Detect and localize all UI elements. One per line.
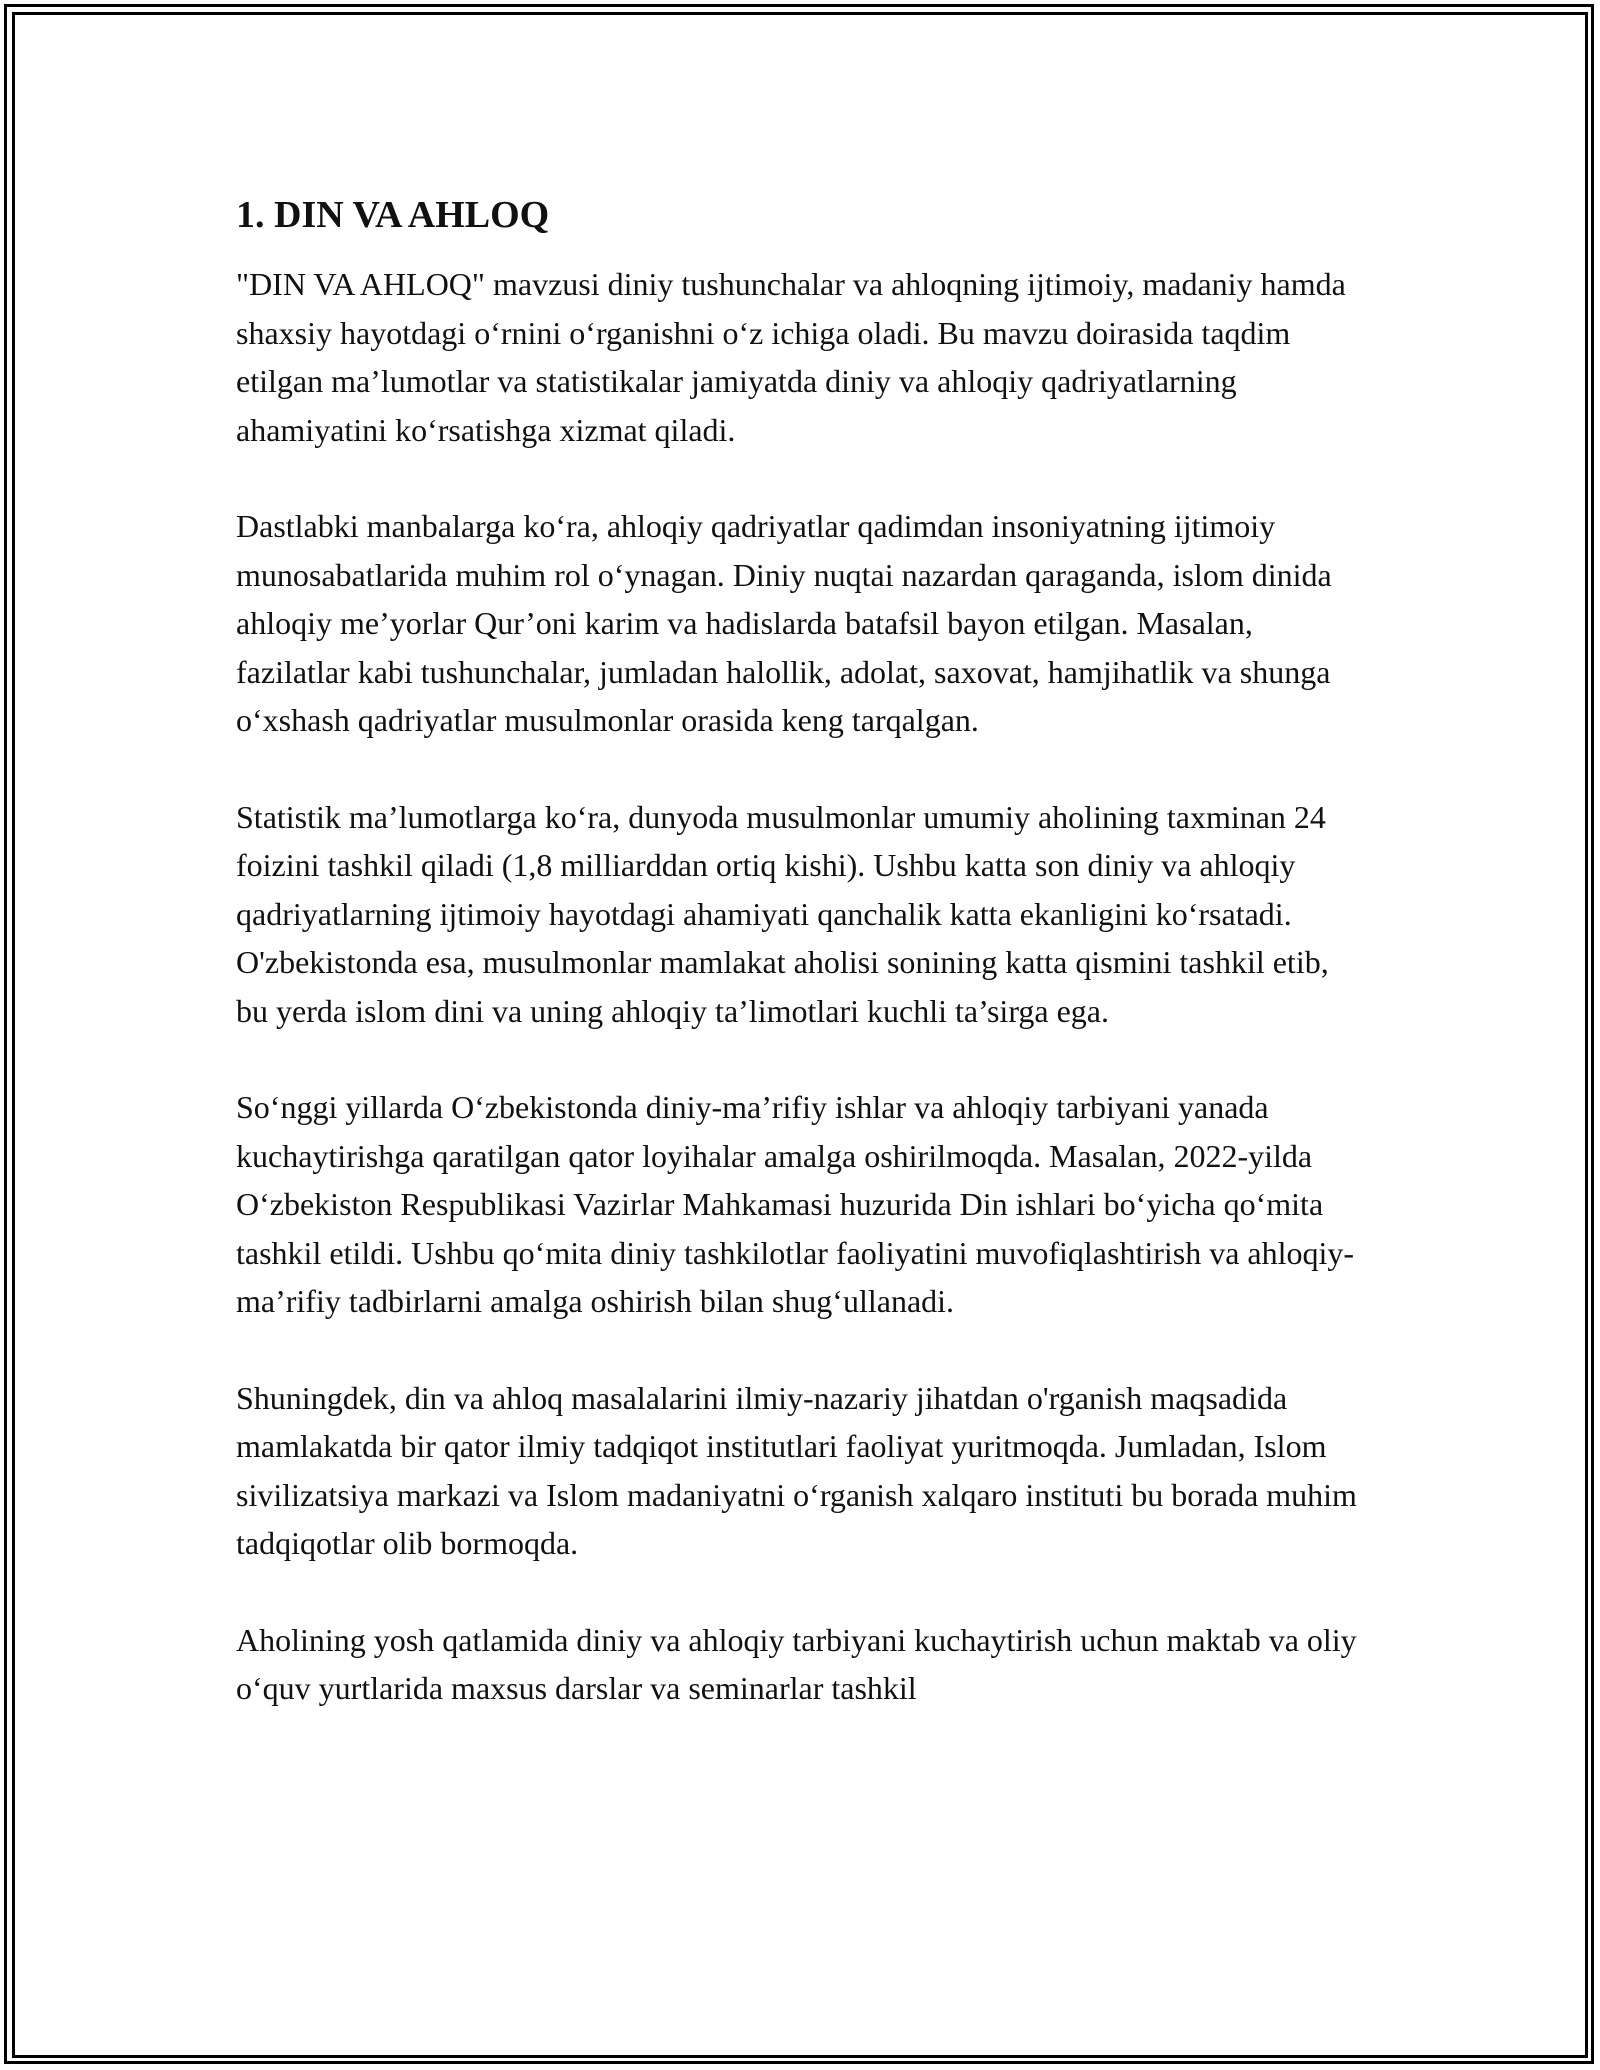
paragraph-early-sources: Dastlabki manbalarga ko‘ra, ahloqiy qadriyatlar qadimdan insoniyatning ijtimoiy munosabatlarida muhim rol o‘ynagan. Diniy nuqtai nazardan qaraganda, islom dinida ahloqiy me’yorlar Qur’oni karim va hadislarda batafsil bayon etilgan. Masalan, fazilatlar kabi tushunchalar, jumladan halollik, adolat, saxovat, hamjihatlik va shunga o‘xshash qadriyatlar musulmonlar orasida keng tarqalgan.	[236, 508, 1332, 738]
paragraph-intro: "DIN VA AHLOQ" mavzusi diniy tushunchalar va ahloqning ijtimoiy, madaniy hamda shaxsiy hayotdagi o‘rnini o‘rganishni o‘z ichiga oladi. Bu mavzu doirasida taqdim etilgan ma’lumotlar va statistikalar jamiyatda diniy va ahloqiy qadriyatlarning ahamiyatini ko‘rsatishga xizmat qiladi.	[236, 266, 1346, 448]
paragraph-research-institutes: Shuningdek, din va ahloq masalalarini ilmiy-nazariy jihatdan o'rganish maqsadida mamlakatda bir qator ilmiy tadqiqot institutlari faoliyat yuritmoqda. Jumladan, Islom sivilizatsiya markazi va Islom madaniyatni o‘rganish xalqaro instituti bu borada muhim tadqiqotlar olib bormoqda.	[236, 1379, 1357, 1561]
section-heading: 1. DIN VA AHLOQ	[236, 194, 550, 236]
paragraph-recent-years: So‘nggi yillarda O‘zbekistonda diniy-ma’rifiy ishlar va ahloqiy tarbiyani yanada kuchaytirishga qaratilgan qator loyihalar amalga oshirilmoqda. Masalan, 2022-yilda O‘zbekiston Respublikasi Vazirlar Mahkamasi huzurida Din ishlari bo‘yicha qo‘mita tashkil etildi. Ushbu qo‘mita diniy tashkilotlar faoliyatini muvofiqlashtirish va ahloqiy-ma’rifiy tadbirlarni amalga oshirish bilan shug‘ullanadi.	[236, 1089, 1355, 1319]
paragraph-statistics: Statistik ma’lumotlarga ko‘ra, dunyoda musulmonlar umumiy aholining taxminan 24 foizini tashkil qiladi (1,8 milliarddan ortiq kishi). Ushbu katta son diniy va ahloqiy qadriyatlarning ijtimoiy hayotdagi ahamiyati qanchalik katta ekanligini ko‘rsatadi. O'zbekistonda esa, musulmonlar mamlakat aholisi sonining katta qismini tashkil etib, bu yerda islom dini va uning ahloqiy ta’limotlari kuchli ta’sirga ega.	[236, 798, 1329, 1029]
document-body	[236, 190, 1366, 1761]
paragraph-youth-education: Aholining yosh qatlamida diniy va ahloqiy tarbiyani kuchaytirish uchun maktab va oliy o‘quv yurtlarida maxsus darslar va seminarlar tashkil	[236, 1621, 1357, 1706]
